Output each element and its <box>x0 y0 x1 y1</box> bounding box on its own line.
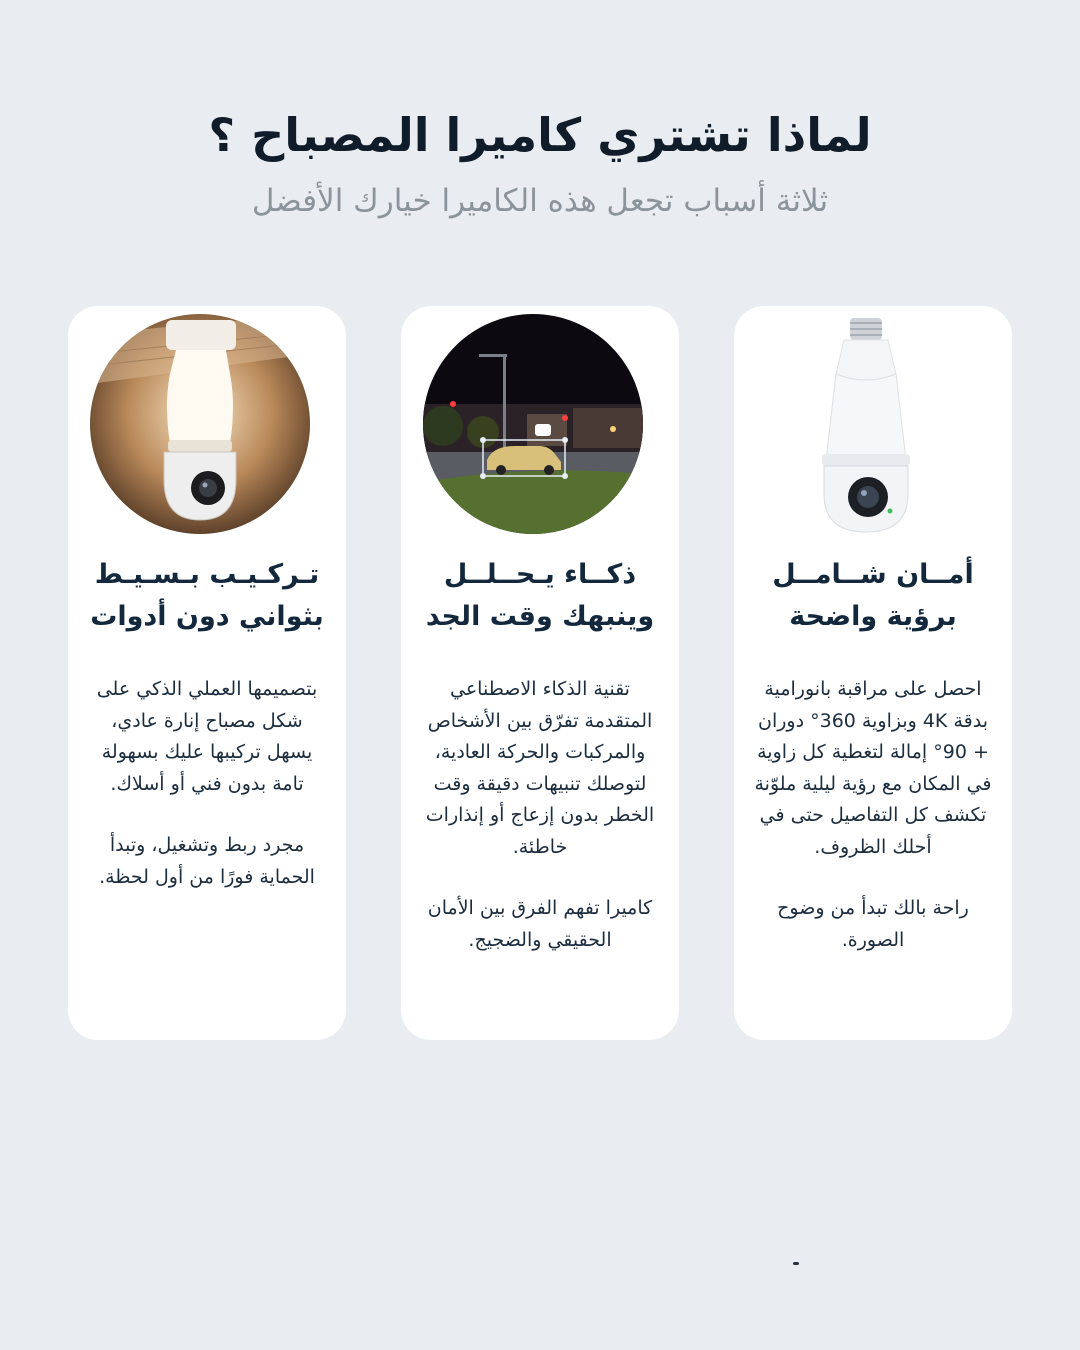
card-body <box>752 674 994 956</box>
card-body <box>86 674 328 893</box>
card-title-line1: أمــان شــامــل <box>772 559 974 590</box>
header <box>0 88 1080 223</box>
night-street-ai-detection-photo <box>423 314 643 534</box>
card-title-line1: ذكــاء يـحــلــل <box>443 559 637 590</box>
card-title <box>413 554 667 638</box>
page-title: لماذا تشتري كاميرا المصباح ؟ <box>208 108 872 162</box>
card-body-tagline: راحة بالك تبدأ من وضوح الصورة. <box>777 897 969 951</box>
card-body-tagline: مجرد ربط وتشغيل، وتبدأ الحماية فورًا من أول لحظة. <box>99 834 315 888</box>
card-title-line2: وينبهك وقت الجد <box>425 600 655 632</box>
page-subtitle: ثلاثة أسباب تجعل هذه الكاميرا خيارك الأفضل <box>251 182 829 219</box>
ceiling-installed-bulb-camera-photo <box>90 314 310 534</box>
feature-cards <box>68 306 1012 1040</box>
card-body-tagline: كاميرا تفهم الفرق بين الأمان الحقيقي والضجيج. <box>427 897 653 951</box>
feature-card-installation <box>68 306 346 1040</box>
stray-mark <box>793 1262 799 1265</box>
card-title <box>746 554 1000 638</box>
bulb-camera-product-photo <box>756 314 976 534</box>
feature-card-ai <box>401 306 679 1040</box>
card-title-line1: تـركـيـب بـسـيـط <box>94 559 320 590</box>
card-body-paragraph: احصل على مراقبة بانورامية بدقة 4K وبزاوية 360° دوران + 90° إمالة لتغطية كل زاوية في المكان مع رؤية ليلية ملوّنة تكشف كل التفاصيل حتى في أحلك الظروف. <box>754 678 992 858</box>
card-body-paragraph: بتصميمها العملي الذكي على شكل مصباح إنارة عادي، يسهل تركيبها عليك بسهولة تامة بدون فني أو أسلاك. <box>96 678 318 795</box>
card-title <box>80 554 334 638</box>
card-title-line2: برؤية واضحة <box>789 600 957 632</box>
card-body-paragraph: تقنية الذكاء الاصطناعي المتقدمة تفرّق بين الأشخاص والمركبات والحركة العادية، لتوصلك تنبيهات دقيقة وقت الخطر بدون إزعاج أو إنذارات خاطئة. <box>425 678 655 858</box>
card-body <box>419 674 661 956</box>
feature-card-security <box>734 306 1012 1040</box>
card-title-line2: بثواني دون أدوات <box>90 600 324 632</box>
